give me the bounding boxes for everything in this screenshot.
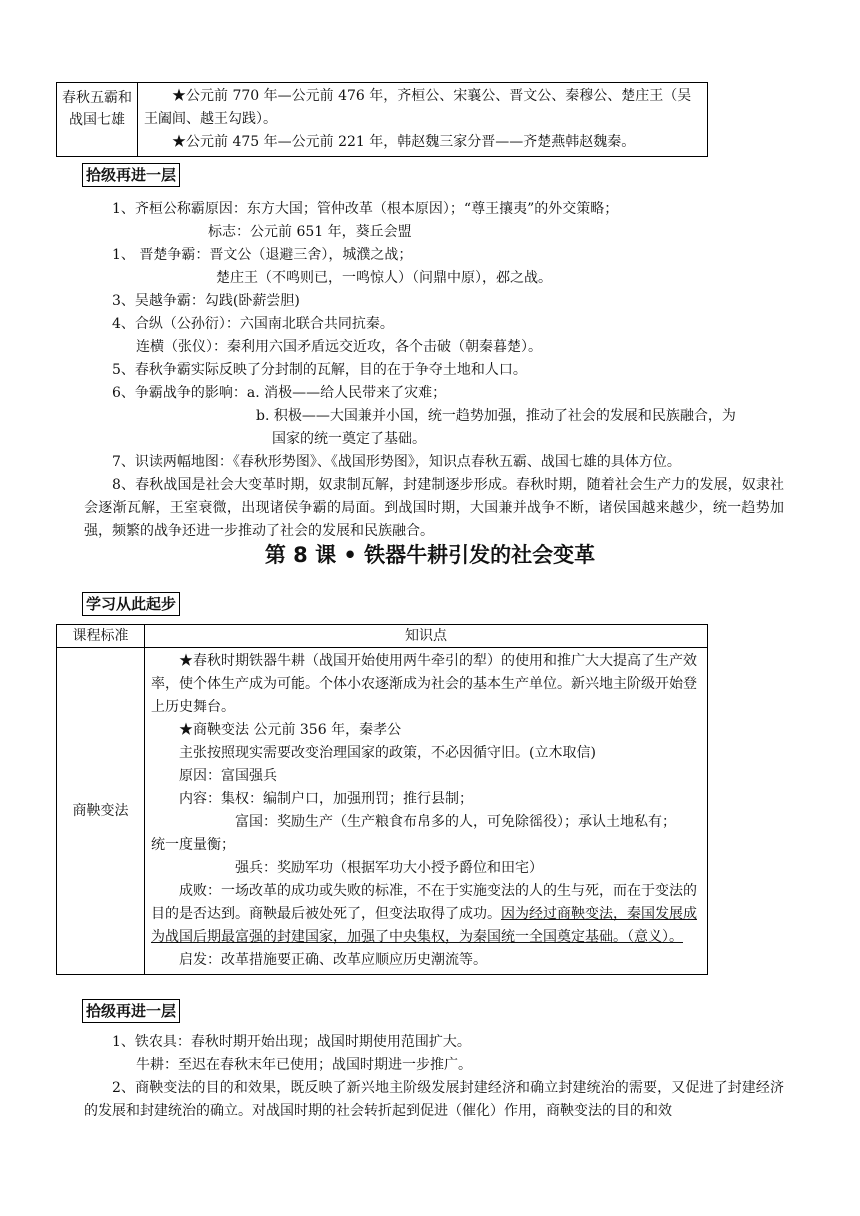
content-line: ★公元前 770 年—公元前 476 年，齐桓公、宋襄公、晋文公、秦穆公、楚庄王（吴王阖闾、越王勾践）。 — [144, 88, 692, 127]
list-item: 牛耕：至迟在春秋末年已使用；战国时期进一步推广。 — [136, 1057, 472, 1073]
content-line: ★公元前 475 年—公元前 221 年，韩赵魏三家分晋——齐楚燕韩赵魏秦。 — [172, 134, 636, 150]
table-hegemons — [56, 82, 708, 157]
significance-underlined: 因为经过商鞅变法，秦国发展成为战国后期最富强的封建国家，加强了中央集权，为秦国统一全国奠定基础。（意义）。 — [151, 906, 697, 945]
knowledge-paragraph: 主张按照现实需要改变治理国家的政策，不必因循守旧。(立木取信) — [179, 745, 596, 761]
lesson-title: 第 8 课 • 铁器牛耕引发的社会变革 — [264, 543, 596, 567]
table-cell-category — [57, 83, 138, 157]
header-cell-knowledge: 知识点 — [145, 625, 708, 648]
list-item: 1、 晋楚争霸：晋文公（退避三舍），城濮之战； — [112, 247, 413, 263]
list-item: 6、争霸战争的影响：a. 消极——给人民带来了灾难； — [112, 385, 447, 401]
knowledge-paragraph: 内容：集权：编制户口，加强刑罚；推行县制； — [179, 791, 473, 807]
section-heading-start: 学习从此起步 — [82, 592, 180, 616]
topic-cell: 商鞅变法 — [57, 648, 145, 975]
knowledge-paragraph: ★春秋时期铁器牛耕（战国开始使用两牛牵引的犁）的使用和推广大大提高了生产效率，使个体生产成为可能。个体小农逐渐成为社会的基本生产单位。新兴地主阶级开始登上历史舞台。 — [151, 653, 697, 715]
paragraph-shang-yang-effect: 2、商鞅变法的目的和效果，既反映了新兴地主阶级发展封建经济和确立封建统治的需要，又促进了封建经济的发展和封建统治的确立。对战国时期的社会转折起到促进（催化）作用，商鞅变法的目的和效 — [84, 1080, 784, 1119]
knowledge-paragraph: 原因：富国强兵 — [179, 768, 277, 784]
knowledge-cell — [145, 648, 708, 975]
header-cell-standard: 课程标准 — [57, 625, 145, 648]
list-item: 4、合纵（公孙衍）：六国南北联合共同抗秦。 — [112, 316, 394, 332]
list-item: 连横（张仪）：秦利用六国矛盾远交近攻，各个击破（朝秦暮楚）。 — [136, 339, 542, 355]
list-item: 国家的统一奠定了基础。 — [272, 431, 426, 447]
list-item: b. 积极——大国兼并小国，统一趋势加强，推动了社会的发展和民族融合，为 — [256, 408, 736, 424]
section-heading-advance: 拾级再进一层 — [82, 999, 180, 1023]
advance-list-2 — [84, 1031, 784, 1077]
advance-list-1 — [84, 198, 784, 474]
category-label: 春秋五霸和战国七雄 — [62, 90, 132, 128]
list-item: 楚庄王（不鸣则已，一鸣惊人）（问鼎中原），邲之战。 — [216, 270, 552, 286]
table-cell-content — [138, 83, 708, 157]
section-heading-advance: 拾级再进一层 — [82, 163, 180, 187]
list-item: 3、吴越争霸：勾践(卧薪尝胆) — [112, 293, 300, 309]
knowledge-paragraph: 启发：改革措施要正确、改革应顺应历史潮流等。 — [179, 952, 487, 968]
paragraph-summary: 8、春秋战国是社会大变革时期，奴隶制瓦解，封建制逐步形成。春秋时期，随着社会生产力的发展，奴隶社会逐渐瓦解，王室衰微，出现诸侯争霸的局面。到战国时期，大国兼并战争不断，诸侯国越来越少，统一趋势加强，频繁的战争还进一步推动了社会的发展和民族融合。 — [84, 477, 784, 539]
list-item: 1、齐桓公称霸原因：东方大国；管仲改革（根本原因）；“尊王攘夷”的外交策略； — [112, 201, 619, 217]
knowledge-paragraph: 富国：奖励生产（生产粮食布帛多的人，可免除徭役）；承认土地私有； — [235, 814, 676, 830]
list-item: 5、春秋争霸实际反映了分封制的瓦解，目的在于争夺土地和人口。 — [112, 362, 527, 378]
knowledge-paragraph: 统一度量衡； — [151, 837, 235, 853]
list-item: 标志：公元前 651 年，葵丘会盟 — [208, 224, 412, 240]
knowledge-paragraph — [151, 880, 701, 949]
knowledge-paragraph: ★商鞅变法 公元前 356 年，秦孝公 — [179, 722, 402, 738]
outcome-text: 成败：一场改革的成功或失败的标准，不在于实施变法的人的生与死，而在于变法的目的是否达到。商鞅最后被处死了，但变法取得了成功。 — [151, 883, 697, 922]
knowledge-paragraph: 强兵：奖励军功（根据军功大小授予爵位和田宅） — [235, 860, 543, 876]
list-item: 7、识读两幅地图：《春秋形势图》、《战国形势图》，知识点春秋五霸、战国七雄的具体方位。 — [112, 454, 681, 470]
table-shang-yang — [56, 624, 708, 975]
list-item: 1、铁农具：春秋时期开始出现；战国时期使用范围扩大。 — [112, 1034, 471, 1050]
